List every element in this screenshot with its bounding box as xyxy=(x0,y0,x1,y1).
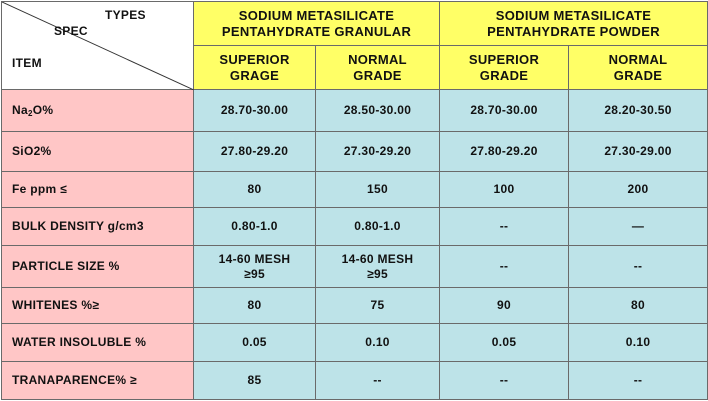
value-cell: 0.80-1.0 xyxy=(194,208,316,246)
table-row xyxy=(2,132,708,172)
value-cell: -- xyxy=(440,246,569,288)
table-row xyxy=(2,362,708,400)
value-cell: 0.10 xyxy=(316,324,440,362)
table-row xyxy=(2,90,708,132)
item-label: ITEM xyxy=(12,56,42,70)
value-cell: -- xyxy=(569,246,708,288)
types-label: TYPES xyxy=(105,8,146,22)
group-header-granular: SODIUM METASILICATE PENTAHYDRATE GRANULAR xyxy=(194,2,440,46)
value-cell: 90 xyxy=(440,288,569,324)
table-row xyxy=(2,246,708,288)
value-cell: 0.05 xyxy=(440,324,569,362)
grade-header: SUPERIOR GRAGE xyxy=(194,46,316,90)
value-cell: — xyxy=(569,208,708,246)
group-header-powder: SODIUM METASILICATE PENTAHYDRATE POWDER xyxy=(440,2,708,46)
value-cell: 27.30-29.20 xyxy=(316,132,440,172)
value-cell: 200 xyxy=(569,172,708,208)
value-cell: 0.05 xyxy=(194,324,316,362)
value-cell: 27.80-29.20 xyxy=(194,132,316,172)
value-cell: 14-60 MESH ≥95 xyxy=(316,246,440,288)
row-label: PARTICLE SIZE % xyxy=(2,246,194,288)
value-cell: 27.30-29.00 xyxy=(569,132,708,172)
value-cell: 28.70-30.00 xyxy=(194,90,316,132)
value-cell: 27.80-29.20 xyxy=(440,132,569,172)
grade-header: NORMAL GRADE xyxy=(316,46,440,90)
value-cell: -- xyxy=(569,362,708,400)
diagonal-divider xyxy=(2,2,194,90)
row-label: TRANAPARENCE% ≥ xyxy=(2,362,194,400)
value-cell: 100 xyxy=(440,172,569,208)
spec-table xyxy=(1,1,708,400)
value-cell: 0.80-1.0 xyxy=(316,208,440,246)
value-cell: -- xyxy=(440,208,569,246)
grade-header: SUPERIOR GRADE xyxy=(440,46,569,90)
value-cell: 28.70-30.00 xyxy=(440,90,569,132)
value-cell: 80 xyxy=(194,288,316,324)
value-cell: 150 xyxy=(316,172,440,208)
value-cell: 80 xyxy=(194,172,316,208)
value-cell: 0.10 xyxy=(569,324,708,362)
value-cell: 28.20-30.50 xyxy=(569,90,708,132)
row-label: BULK DENSITY g/cm3 xyxy=(2,208,194,246)
spec-label: SPEC xyxy=(54,24,88,38)
table-row xyxy=(2,324,708,362)
value-cell: 75 xyxy=(316,288,440,324)
value-cell: 28.50-30.00 xyxy=(316,90,440,132)
table-row xyxy=(2,288,708,324)
value-cell: -- xyxy=(316,362,440,400)
value-cell: 14-60 MESH ≥95 xyxy=(194,246,316,288)
row-label: WHITENES %≥ xyxy=(2,288,194,324)
row-label: WATER INSOLUBLE % xyxy=(2,324,194,362)
grade-header: NORMAL GRADE xyxy=(569,46,708,90)
row-label: Fe ppm ≤ xyxy=(2,172,194,208)
value-cell: 80 xyxy=(569,288,708,324)
value-cell: 85 xyxy=(194,362,316,400)
row-label: SiO2% xyxy=(2,132,194,172)
table-row xyxy=(2,172,708,208)
value-cell: -- xyxy=(440,362,569,400)
table-row xyxy=(2,208,708,246)
row-label: $Na_2O\%$ xyxy=(2,90,194,132)
spec-corner-cell xyxy=(2,2,194,90)
